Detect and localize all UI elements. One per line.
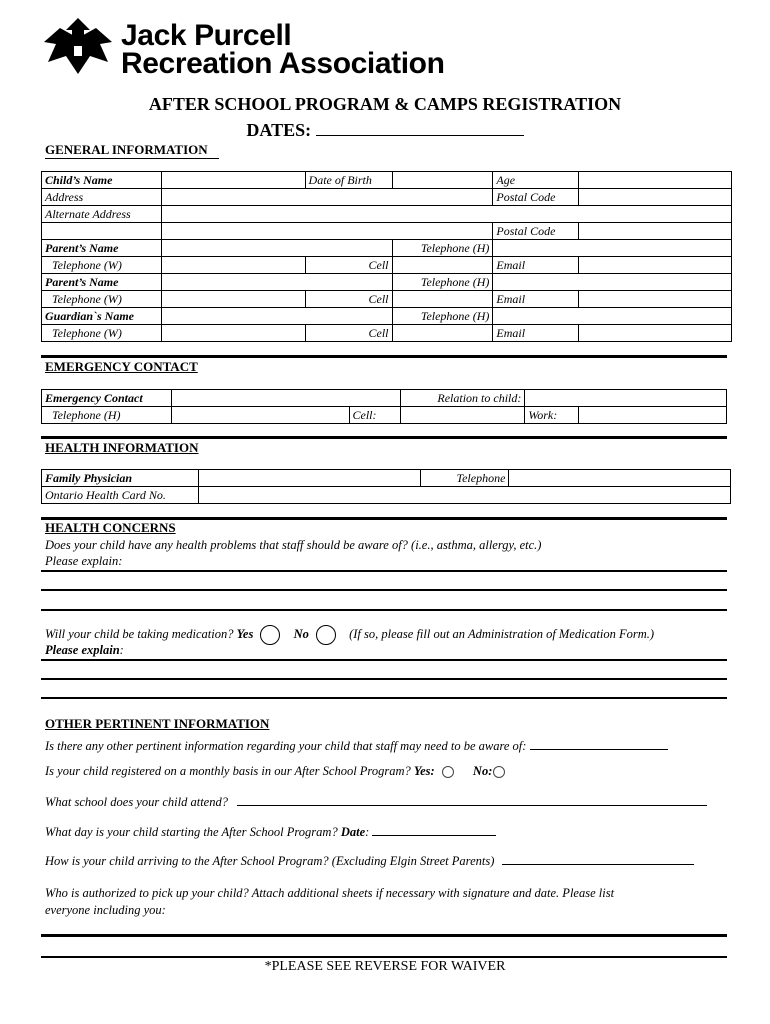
guardian-telephone-h-label: Telephone (H) [392, 308, 493, 325]
other-q1: Is there any other pertinent information regarding your child that staff may need to be aware of: [45, 739, 527, 753]
other-q6-line2: everyone including you: [45, 903, 166, 917]
parent1-cell-field[interactable] [392, 257, 493, 274]
medication-question-row [45, 625, 654, 645]
emergency-divider [41, 355, 727, 358]
pickup-answer-line-2[interactable] [41, 956, 727, 958]
concerns-answer-line-1[interactable] [41, 570, 727, 572]
address-label: Address [42, 189, 162, 206]
form-title: AFTER SCHOOL PROGRAM & CAMPS REGISTRATION [148, 94, 622, 114]
other-q3-field[interactable] [237, 793, 707, 806]
parent1-telephone-h-field[interactable] [493, 240, 732, 257]
other-q2: Is your child registered on a monthly basis in our After School Program? [45, 764, 411, 778]
childs-name-field[interactable] [161, 172, 305, 189]
health-info-heading: HEALTH INFORMATION [45, 440, 199, 455]
relation-field[interactable] [525, 390, 727, 407]
dob-field[interactable] [392, 172, 493, 189]
concerns-answer-line-3[interactable] [41, 609, 727, 611]
medication-yes-label: Yes [236, 626, 254, 641]
other-q2-yes-radio[interactable] [442, 766, 454, 778]
parent2-cell-label: Cell [305, 291, 392, 308]
age-field[interactable] [579, 172, 732, 189]
emergency-cell-field[interactable] [401, 407, 525, 424]
other-q5-row [45, 852, 694, 869]
parent2-telephone-h-label: Telephone (H) [392, 274, 493, 291]
childs-name-label: Child’s Name [42, 172, 162, 189]
guardian-cell-field[interactable] [392, 325, 493, 342]
parent2-email-label: Email [493, 291, 579, 308]
dates-field[interactable] [316, 120, 524, 136]
health-table [41, 469, 731, 504]
parent2-name-label: Parent’s Name [42, 274, 162, 291]
medication-answer-line-1[interactable] [41, 659, 727, 661]
medication-yes-radio[interactable] [260, 625, 280, 645]
guardian-cell-label: Cell [305, 325, 392, 342]
emergency-work-label: Work: [525, 407, 579, 424]
parent1-telephone-w-label: Telephone (W) [42, 257, 162, 274]
physician-telephone-label: Telephone [420, 470, 509, 487]
parent1-name-label: Parent’s Name [42, 240, 162, 257]
other-q4: What day is your child starting the After School Program? [45, 825, 338, 839]
parent2-cell-field[interactable] [392, 291, 493, 308]
general-info-heading: GENERAL INFORMATION [45, 142, 208, 157]
medication-no-label: No [293, 626, 309, 641]
address-field[interactable] [161, 189, 493, 206]
other-q4-date-label: Date [340, 825, 366, 839]
alternate-address-field[interactable] [161, 206, 731, 223]
emergency-telephone-h-label: Telephone (H) [42, 407, 172, 424]
emergency-table [41, 389, 727, 424]
postal-code-field[interactable] [579, 189, 732, 206]
parent1-name-field[interactable] [161, 240, 392, 257]
emergency-heading: EMERGENCY CONTACT [45, 359, 198, 374]
emergency-contact-field[interactable] [171, 390, 401, 407]
alternate-address-label: Alternate Address [42, 206, 162, 223]
concerns-answer-line-2[interactable] [41, 589, 727, 591]
other-q2-row [45, 763, 509, 779]
dob-label: Date of Birth [305, 172, 392, 189]
waiver-note: *PLEASE SEE REVERSE FOR WAIVER [264, 959, 506, 974]
alt-postal-code-label: Postal Code [493, 223, 579, 240]
jack-purcell-logo-icon [38, 16, 118, 76]
health-card-field[interactable] [198, 487, 730, 504]
other-q4-row: What day is your child starting the After School Program? Date: [45, 823, 496, 840]
guardian-telephone-w-field[interactable] [161, 325, 305, 342]
physician-telephone-field[interactable] [509, 470, 731, 487]
other-q5: How is your child arriving to the After School Program? (Excluding Elgin Street Parents) [45, 854, 495, 868]
alternate-address-field-2[interactable] [161, 223, 493, 240]
medication-explain-row: Please explain: [45, 643, 124, 657]
other-q2-no-radio[interactable] [493, 766, 505, 778]
emergency-telephone-h-field[interactable] [171, 407, 349, 424]
logo-text-line1: Jack Purcell [121, 19, 292, 52]
parent2-email-field[interactable] [579, 291, 732, 308]
medication-no-radio[interactable] [316, 625, 336, 645]
alternate-address-spacer [42, 223, 162, 240]
postal-code-label: Postal Code [493, 189, 579, 206]
general-info-table [41, 171, 732, 342]
other-q3: What school does your child attend? [45, 795, 228, 809]
other-q2-no-label: No: [472, 764, 493, 778]
health-divider [41, 436, 727, 439]
age-label: Age [493, 172, 579, 189]
health-concerns-heading: HEALTH CONCERNS [45, 520, 176, 535]
medication-explain-label: Please explain [45, 643, 120, 657]
emergency-work-field[interactable] [579, 407, 727, 424]
parent2-telephone-h-field[interactable] [493, 274, 732, 291]
physician-field[interactable] [198, 470, 420, 487]
other-q3-row [45, 793, 707, 810]
other-q5-field[interactable] [502, 852, 694, 865]
parent2-name-field[interactable] [161, 274, 392, 291]
health-card-label: Ontario Health Card No. [42, 487, 199, 504]
parent1-telephone-w-field[interactable] [161, 257, 305, 274]
guardian-telephone-h-field[interactable] [493, 308, 732, 325]
other-q4-date-field[interactable] [372, 823, 496, 836]
medication-question: Will your child be taking medication? [45, 626, 234, 641]
guardian-email-label: Email [493, 325, 579, 342]
other-q1-field[interactable] [530, 737, 668, 750]
dates-label: DATES: [246, 120, 312, 140]
health-concerns-explain-label: Please explain: [45, 554, 123, 568]
emergency-cell-label: Cell: [349, 407, 401, 424]
logo-text-line2: Recreation Association [121, 47, 445, 80]
other-q2-yes-label: Yes: [413, 764, 435, 778]
medication-answer-line-2[interactable] [41, 678, 727, 680]
general-heading-underline [45, 158, 219, 159]
guardian-email-field[interactable] [579, 325, 732, 342]
other-info-heading: OTHER PERTINENT INFORMATION [45, 716, 270, 731]
parent2-telephone-w-label: Telephone (W) [42, 291, 162, 308]
parent1-cell-label: Cell [305, 257, 392, 274]
dates-line [0, 119, 770, 141]
parent1-email-field[interactable] [579, 257, 732, 274]
relation-label: Relation to child: [401, 390, 525, 407]
parent1-email-label: Email [493, 257, 579, 274]
pickup-answer-line-1[interactable] [41, 934, 727, 937]
physician-label: Family Physician [42, 470, 199, 487]
other-q6-line1: Who is authorized to pick up your child? Attach additional sheets if necessary with signature and date. Please list [45, 886, 615, 900]
medication-note: (If so, please fill out an Administration of Medication Form.) [349, 626, 655, 641]
parent1-telephone-h-label: Telephone (H) [392, 240, 493, 257]
guardian-name-label: Guardian`s Name [42, 308, 162, 325]
parent2-telephone-w-field[interactable] [161, 291, 305, 308]
emergency-contact-label: Emergency Contact [42, 390, 172, 407]
health-concerns-question: Does your child have any health problems that staff should be aware of? (i.e., asthma, allergy, etc.) [45, 538, 542, 552]
medication-answer-line-3[interactable] [41, 697, 727, 699]
guardian-name-field[interactable] [161, 308, 392, 325]
alt-postal-code-field[interactable] [579, 223, 732, 240]
other-q1-row [45, 737, 668, 754]
guardian-telephone-w-label: Telephone (W) [42, 325, 162, 342]
